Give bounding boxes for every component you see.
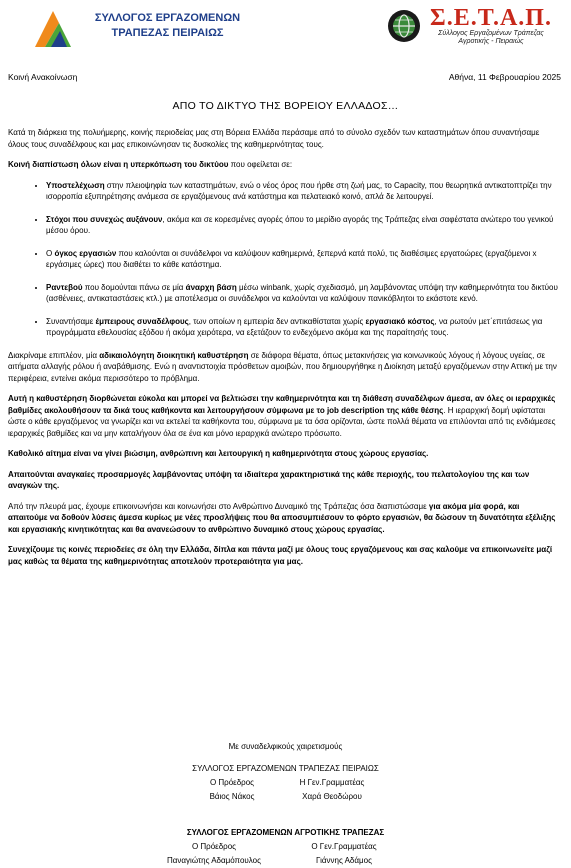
org2-president xyxy=(149,840,279,868)
signatory-role: Ο Γεν.Γραμματέας xyxy=(311,842,377,851)
union-name xyxy=(80,11,255,41)
signatory-name: Γιάννης Αδάμος xyxy=(316,856,372,865)
letterhead xyxy=(0,0,571,60)
union-name-line2: ΤΡΑΠΕΖΑΣ ΠΕΙΡΑΙΩΣ xyxy=(111,27,224,39)
delay-text: σε διάφορα θέματα, όπως μετακινήσεις για κοινωνικούς λόγους ή λόγους υγείας, σε αιτήματα αλλαγής ρόλου ή αναβάθμισης. Ενώ η αναντιστοιχία πρόσθετων αμοιβών, που δημιουργήθηκε η Διοίκηση μεταξύ εργαζόμενων στην Αττική με την περιφέρεια, εντείνει ακόμα περισσότερο το πρόβλημα. xyxy=(8,350,557,383)
delay-bold: αδικαιολόγητη διοικητική καθυστέρηση xyxy=(99,350,249,360)
list-item-text: που δομούνται πάνω σε μία xyxy=(82,282,186,292)
setap-title: Σ.Ε.Τ.Α.Π. xyxy=(430,5,552,31)
finding-rest: που οφείλεται σε: xyxy=(228,160,293,169)
hr-bold: για ακόμα μία φορά, και απαιτούμε να δοθούν λύσεις άμεσα κυρίως με νέες προσλήψεις που θα αποσυμπιέσουν το φόρτο εργασιών, θα δώσουν τη δυνατότητα εξέλιξης και εργασιακής κινητικότητας και θα ανανεώσουν το ανθρώπινο δυναμικό στους χώρους εργασίας. xyxy=(8,501,556,534)
list-item-bold: εργασιακό κόστος xyxy=(365,316,435,326)
list-item-text: , των οποίων η εμπειρία δεν αντικαθίσταται χωρίς xyxy=(188,316,366,326)
org1-secretary xyxy=(267,776,397,804)
list-item-text: , ακόμα και σε κορεσμένες αγορές όπου το μερίδιο αγοράς της Τράπεζας είναι σαφέστατα ανώτερο του γενικού μέσου όρου. xyxy=(46,214,554,235)
greeting: Με συναδελφικούς χαιρετισμούς xyxy=(228,742,343,751)
signatory-role: Ο Πρόεδρος xyxy=(191,842,237,851)
list-item-prefix: Συναντήσαμε xyxy=(46,316,96,326)
list-item xyxy=(46,180,561,203)
union-logo-icon xyxy=(33,9,73,49)
delay-paragraph xyxy=(8,350,561,385)
list-item-text: , να ρωτούν μετ΄επιτάσεως για προγράμματα εθελουσίας εξόδου ή ακόμα χειρότερα, να εξετάζουν το ενδεχόμενο ακόμα και της παραίτησής τους. xyxy=(46,316,543,337)
signatory-name: Βάιος Νάκος xyxy=(209,792,255,801)
demand-paragraph: Καθολικό αίτημα είναι να γίνει βιώσιμη, ανθρώπινη και λειτουργική η καθημερινότητα στους χώρους εργασίας. xyxy=(8,449,429,458)
list-item xyxy=(46,214,561,237)
list-item-bold: Υποστελέχωση xyxy=(46,180,105,190)
hr-prefix: Από την πλευρά μας, έχουμε επικοινωνήσει και κοινωνήσει στο Ανθρώπινο Δυναμικό της Τράπεζας όσα διαπιστώσαμε xyxy=(8,501,429,511)
closing-paragraph: Συνεχίζουμε τις κοινές περιοδείες σε όλη την Ελλάδα, δίπλα και πάντα μαζί με όλους τους εργαζόμενους και σας καλούμε να επικοινωνείτε μαζί μας καθώς τα θέματα της καθημερινότητας αποτελούν προτεραιότητα για μας. xyxy=(8,545,553,566)
fix-text: . Η ιεραρχική δομή υφίσταται ώστε ο κάθε εργαζόμενος να γνωρίζει και να εκτελεί τα καθήκοντα του, σύμφωνα με τα όσα ορίζονται, ώστε πολλά θέματα να επιλύονται από τις ενδιάμεσες ιεραρχικές βαθμίδες και να μην καταλήγουν όλα σε ένα και μόνο ιεραρχικά ανώτερο πρόσωπο. xyxy=(8,405,556,438)
list-item-text: που καλούνται οι συνάδελφοι να καλύψουν καθημερινά, ξεπερνά κατά πολύ, τις διαθέσιμες εργατοώρες (εργαζόμενοι x εργάσιμες ώρες) που διαθέτει το κάθε κατάστημα. xyxy=(46,248,537,269)
list-item-bold: άναρχη βάση xyxy=(185,282,237,292)
signatory-role: Ο Πρόεδρος xyxy=(209,778,255,787)
union-name-line1: ΣΥΛΛΟΓΟΣ ΕΡΓΑΖΟΜΕΝΩΝ xyxy=(94,12,241,24)
finding-bold: Κοινή διαπίστωση όλων είναι η υπερκόπωση του δικτύου xyxy=(8,160,229,169)
delay-prefix: Διακρίναμε επιπλέον, μία xyxy=(8,350,100,360)
date: Αθήνα, 11 Φεβρουαρίου 2025 xyxy=(448,72,561,82)
org2-secretary xyxy=(279,840,409,868)
list-item-bold: Ραντεβού xyxy=(46,282,83,292)
list-item xyxy=(46,248,561,271)
document-title: ΑΠΟ ΤΟ ΔΙΚΤΥΟ ΤΗΣ ΒΟΡΕΙΟΥ ΕΛΛΑΔΟΣ… xyxy=(172,100,399,112)
intro-paragraph: Κατά τη διάρκεια της πολυήμερης, κοινής περιοδείας μας στη Βόρεια Ελλάδα περάσαμε από το σύνολο σχεδόν των καταστημάτων όπου συναντήσαμε όλους τους συναδέλφους και μας επικοινώνησαν τις δυσκολίες της καθημερινότητας τους. xyxy=(8,128,540,149)
org2-name: ΣΥΛΛΟΓΟΣ ΕΡΓΑΖΟΜΕΝΩΝ ΑΓΡΟΤΙΚΗΣ ΤΡΑΠΕΖΑΣ xyxy=(186,828,385,837)
setap-subtitle-line1: Σύλλογος Εργαζομένων Τράπεζας xyxy=(438,30,544,37)
list-item-bold: όγκος εργασιών xyxy=(54,248,117,258)
hr-paragraph xyxy=(8,501,561,536)
adapt-paragraph: Απαιτούνται αναγκαίες προσαρμογές λαμβάνοντας υπόψη τα ιδιαίτερα χαρακτηριστικά της κάθε περιοχής, του πελατολογίου της και των αναγκών της. xyxy=(8,469,530,490)
signatory-name: Παναγιώτης Αδαμόπουλος xyxy=(167,856,261,865)
setap-subtitle-line2: Αγροτικής - Πειραιώς xyxy=(458,38,524,45)
signatory-name: Χαρά Θεοδώρου xyxy=(302,792,362,801)
org1-signatories xyxy=(0,776,571,804)
list-item xyxy=(46,282,561,305)
org1-name: ΣΥΛΛΟΓΟΣ ΕΡΓΑΖΟΜΕΝΩΝ ΤΡΑΠΕΖΑΣ ΠΕΙΡΑΙΩΣ xyxy=(192,764,379,773)
signature-block xyxy=(0,740,571,868)
list-item-text: στην πλειοψηφία των καταστημάτων, ενώ ο νέος όρος που ήρθε στη ζωή μας, το Capacity, που θεωρητικά αντικατοπτρίζει την ισορροπία εξυπηρέτησης ανάμεσα σε εργαζόμενους ανά κατάστημα και πελατειακό κοινό, απλά δε λειτουργεί. xyxy=(46,180,552,201)
document-body xyxy=(8,127,561,576)
list-item-bold: έμπειρους συναδέλφους xyxy=(95,316,189,326)
list-item xyxy=(46,316,561,339)
issues-list xyxy=(8,180,561,339)
org2-signatories xyxy=(0,840,571,868)
list-item-prefix: Ο xyxy=(46,248,55,258)
globe-emblem-icon xyxy=(387,9,421,43)
list-item-bold: Στόχοι που συνεχώς αυξάνουν xyxy=(46,214,163,224)
finding-paragraph xyxy=(8,159,561,171)
dateline xyxy=(8,72,561,84)
fix-paragraph xyxy=(8,393,561,439)
announcement-type: Κοινή Ανακοίνωση xyxy=(8,72,78,82)
fix-bold: Αυτή η καθυστέρηση διορθώνεται εύκολα και μπορεί να βελτιώσει την καθημερινότητα και τη διάθεση συναδέλφων άμεσα, αν όλες οι ιεραρχικές βαθμίδες ακολουθήσουν τα δικά τους καθήκοντα και λειτουργήσουν σύμφωνα με το job description της κάθε θέσης xyxy=(8,394,556,415)
signatory-role: Η Γεν.Γραμματέας xyxy=(299,778,365,787)
list-item-text: μέσω winbank, χωρίς σχεδιασμό, μη λαμβάνοντας υπόψη την καθημερινότητα του δικτύου (ασθένειες, αντικαταστάσεις κτλ.) με αποτέλεσμα οι συνάδελφοι να καλούνται να καλύψουν πανικόβλητοι το εκάστοτε κενό. xyxy=(46,282,558,303)
setap-subtitle xyxy=(420,30,562,46)
